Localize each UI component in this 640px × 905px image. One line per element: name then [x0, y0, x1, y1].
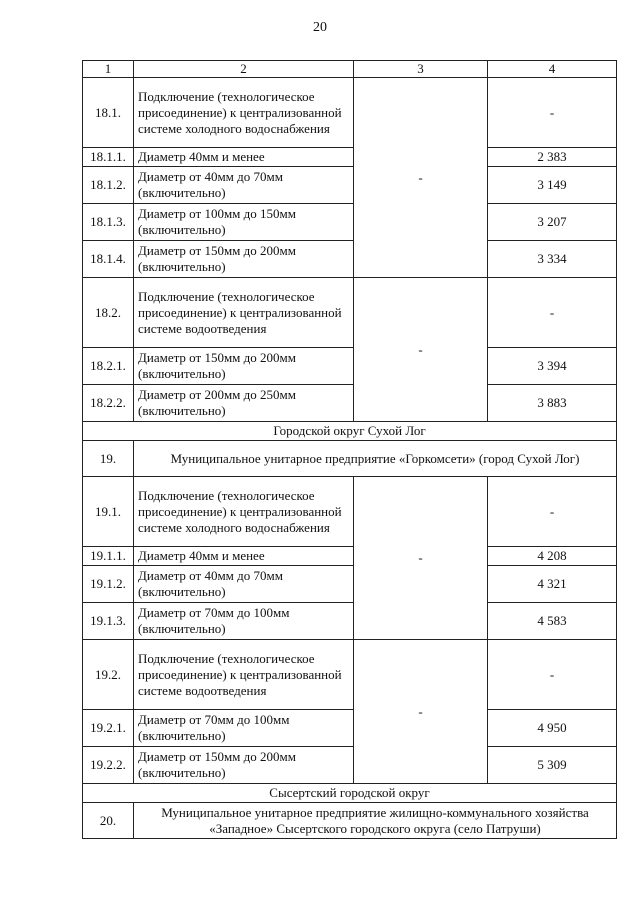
row-number: 18.2.2. [83, 385, 134, 422]
row-number: 19.1.1. [83, 547, 134, 566]
row-value: 3 149 [488, 167, 617, 204]
table-row [83, 204, 617, 241]
row-description: Диаметр от 40мм до 70мм (включительно) [134, 566, 354, 603]
table-row [83, 167, 617, 204]
row-value: 3 207 [488, 204, 617, 241]
row-value: - [488, 477, 617, 547]
row-value: 4 321 [488, 566, 617, 603]
row-description: Подключение (технологическое присоединение) к централизованной системе холодного водоснабжения [134, 477, 354, 547]
header-col-2: 2 [134, 61, 354, 78]
row-number: 18.1.4. [83, 241, 134, 278]
row-number: 18.1.2. [83, 167, 134, 204]
table-row [83, 241, 617, 278]
row-col3-value: - [354, 278, 488, 422]
page-number: 20 [313, 20, 327, 35]
row-number: 20. [83, 803, 134, 839]
row-description: Диаметр 40мм и менее [134, 148, 354, 167]
row-description: Диаметр от 40мм до 70мм (включительно) [134, 167, 354, 204]
organization-row [83, 441, 617, 477]
row-description: Диаметр 40мм и менее [134, 547, 354, 566]
table-header-row [83, 61, 617, 78]
organization-name: Муниципальное унитарное предприятие жилищно-коммунального хозяйства «Западное» Сысертского городского округа (село Патруши) [134, 803, 617, 839]
header-col-1: 1 [83, 61, 134, 78]
row-value: 4 208 [488, 547, 617, 566]
row-description: Подключение (технологическое присоединение) к централизованной системе водоотведения [134, 278, 354, 348]
table-row [83, 566, 617, 603]
table-row [83, 640, 617, 710]
row-col3-value: - [354, 477, 488, 640]
row-value: 3 334 [488, 241, 617, 278]
table-row [83, 348, 617, 385]
tariff-table [82, 60, 617, 839]
row-description: Диаметр от 70мм до 100мм (включительно) [134, 710, 354, 747]
table-row [83, 747, 617, 784]
row-number: 19.1.2. [83, 566, 134, 603]
row-col3-value: - [354, 78, 488, 278]
row-number: 19.2.1. [83, 710, 134, 747]
row-col3-value: - [354, 640, 488, 784]
row-description: Диаметр от 100мм до 150мм (включительно) [134, 204, 354, 241]
row-value: - [488, 278, 617, 348]
table-row [83, 710, 617, 747]
row-value: - [488, 78, 617, 148]
row-description: Диаметр от 200мм до 250мм (включительно) [134, 385, 354, 422]
table-row [83, 148, 617, 167]
row-number: 18.1. [83, 78, 134, 148]
row-number: 19.2.2. [83, 747, 134, 784]
row-description: Подключение (технологическое присоединение) к централизованной системе водоотведения [134, 640, 354, 710]
organization-row [83, 803, 617, 839]
table-row [83, 78, 617, 148]
header-col-4: 4 [488, 61, 617, 78]
section-title: Сысертский городской округ [83, 784, 617, 803]
table-row [83, 385, 617, 422]
row-value: 2 383 [488, 148, 617, 167]
row-description: Диаметр от 150мм до 200мм (включительно) [134, 747, 354, 784]
row-value: - [488, 640, 617, 710]
row-number: 19. [83, 441, 134, 477]
row-description: Диаметр от 150мм до 200мм (включительно) [134, 348, 354, 385]
row-description: Диаметр от 70мм до 100мм (включительно) [134, 603, 354, 640]
header-col-3: 3 [354, 61, 488, 78]
row-description: Диаметр от 150мм до 200мм (включительно) [134, 241, 354, 278]
row-value: 3 883 [488, 385, 617, 422]
row-value: 3 394 [488, 348, 617, 385]
row-value: 4 950 [488, 710, 617, 747]
table-row [83, 477, 617, 547]
table-row [83, 278, 617, 348]
row-value: 5 309 [488, 747, 617, 784]
table-row [83, 603, 617, 640]
row-number: 19.1. [83, 477, 134, 547]
row-number: 19.1.3. [83, 603, 134, 640]
row-number: 18.1.1. [83, 148, 134, 167]
section-row [83, 784, 617, 803]
row-value: 4 583 [488, 603, 617, 640]
section-title: Городской округ Сухой Лог [83, 422, 617, 441]
organization-name: Муниципальное унитарное предприятие «Горкомсети» (город Сухой Лог) [134, 441, 617, 477]
row-number: 18.2. [83, 278, 134, 348]
row-number: 19.2. [83, 640, 134, 710]
row-number: 18.2.1. [83, 348, 134, 385]
row-number: 18.1.3. [83, 204, 134, 241]
section-row [83, 422, 617, 441]
table-row [83, 547, 617, 566]
row-description: Подключение (технологическое присоединение) к централизованной системе холодного водоснабжения [134, 78, 354, 148]
